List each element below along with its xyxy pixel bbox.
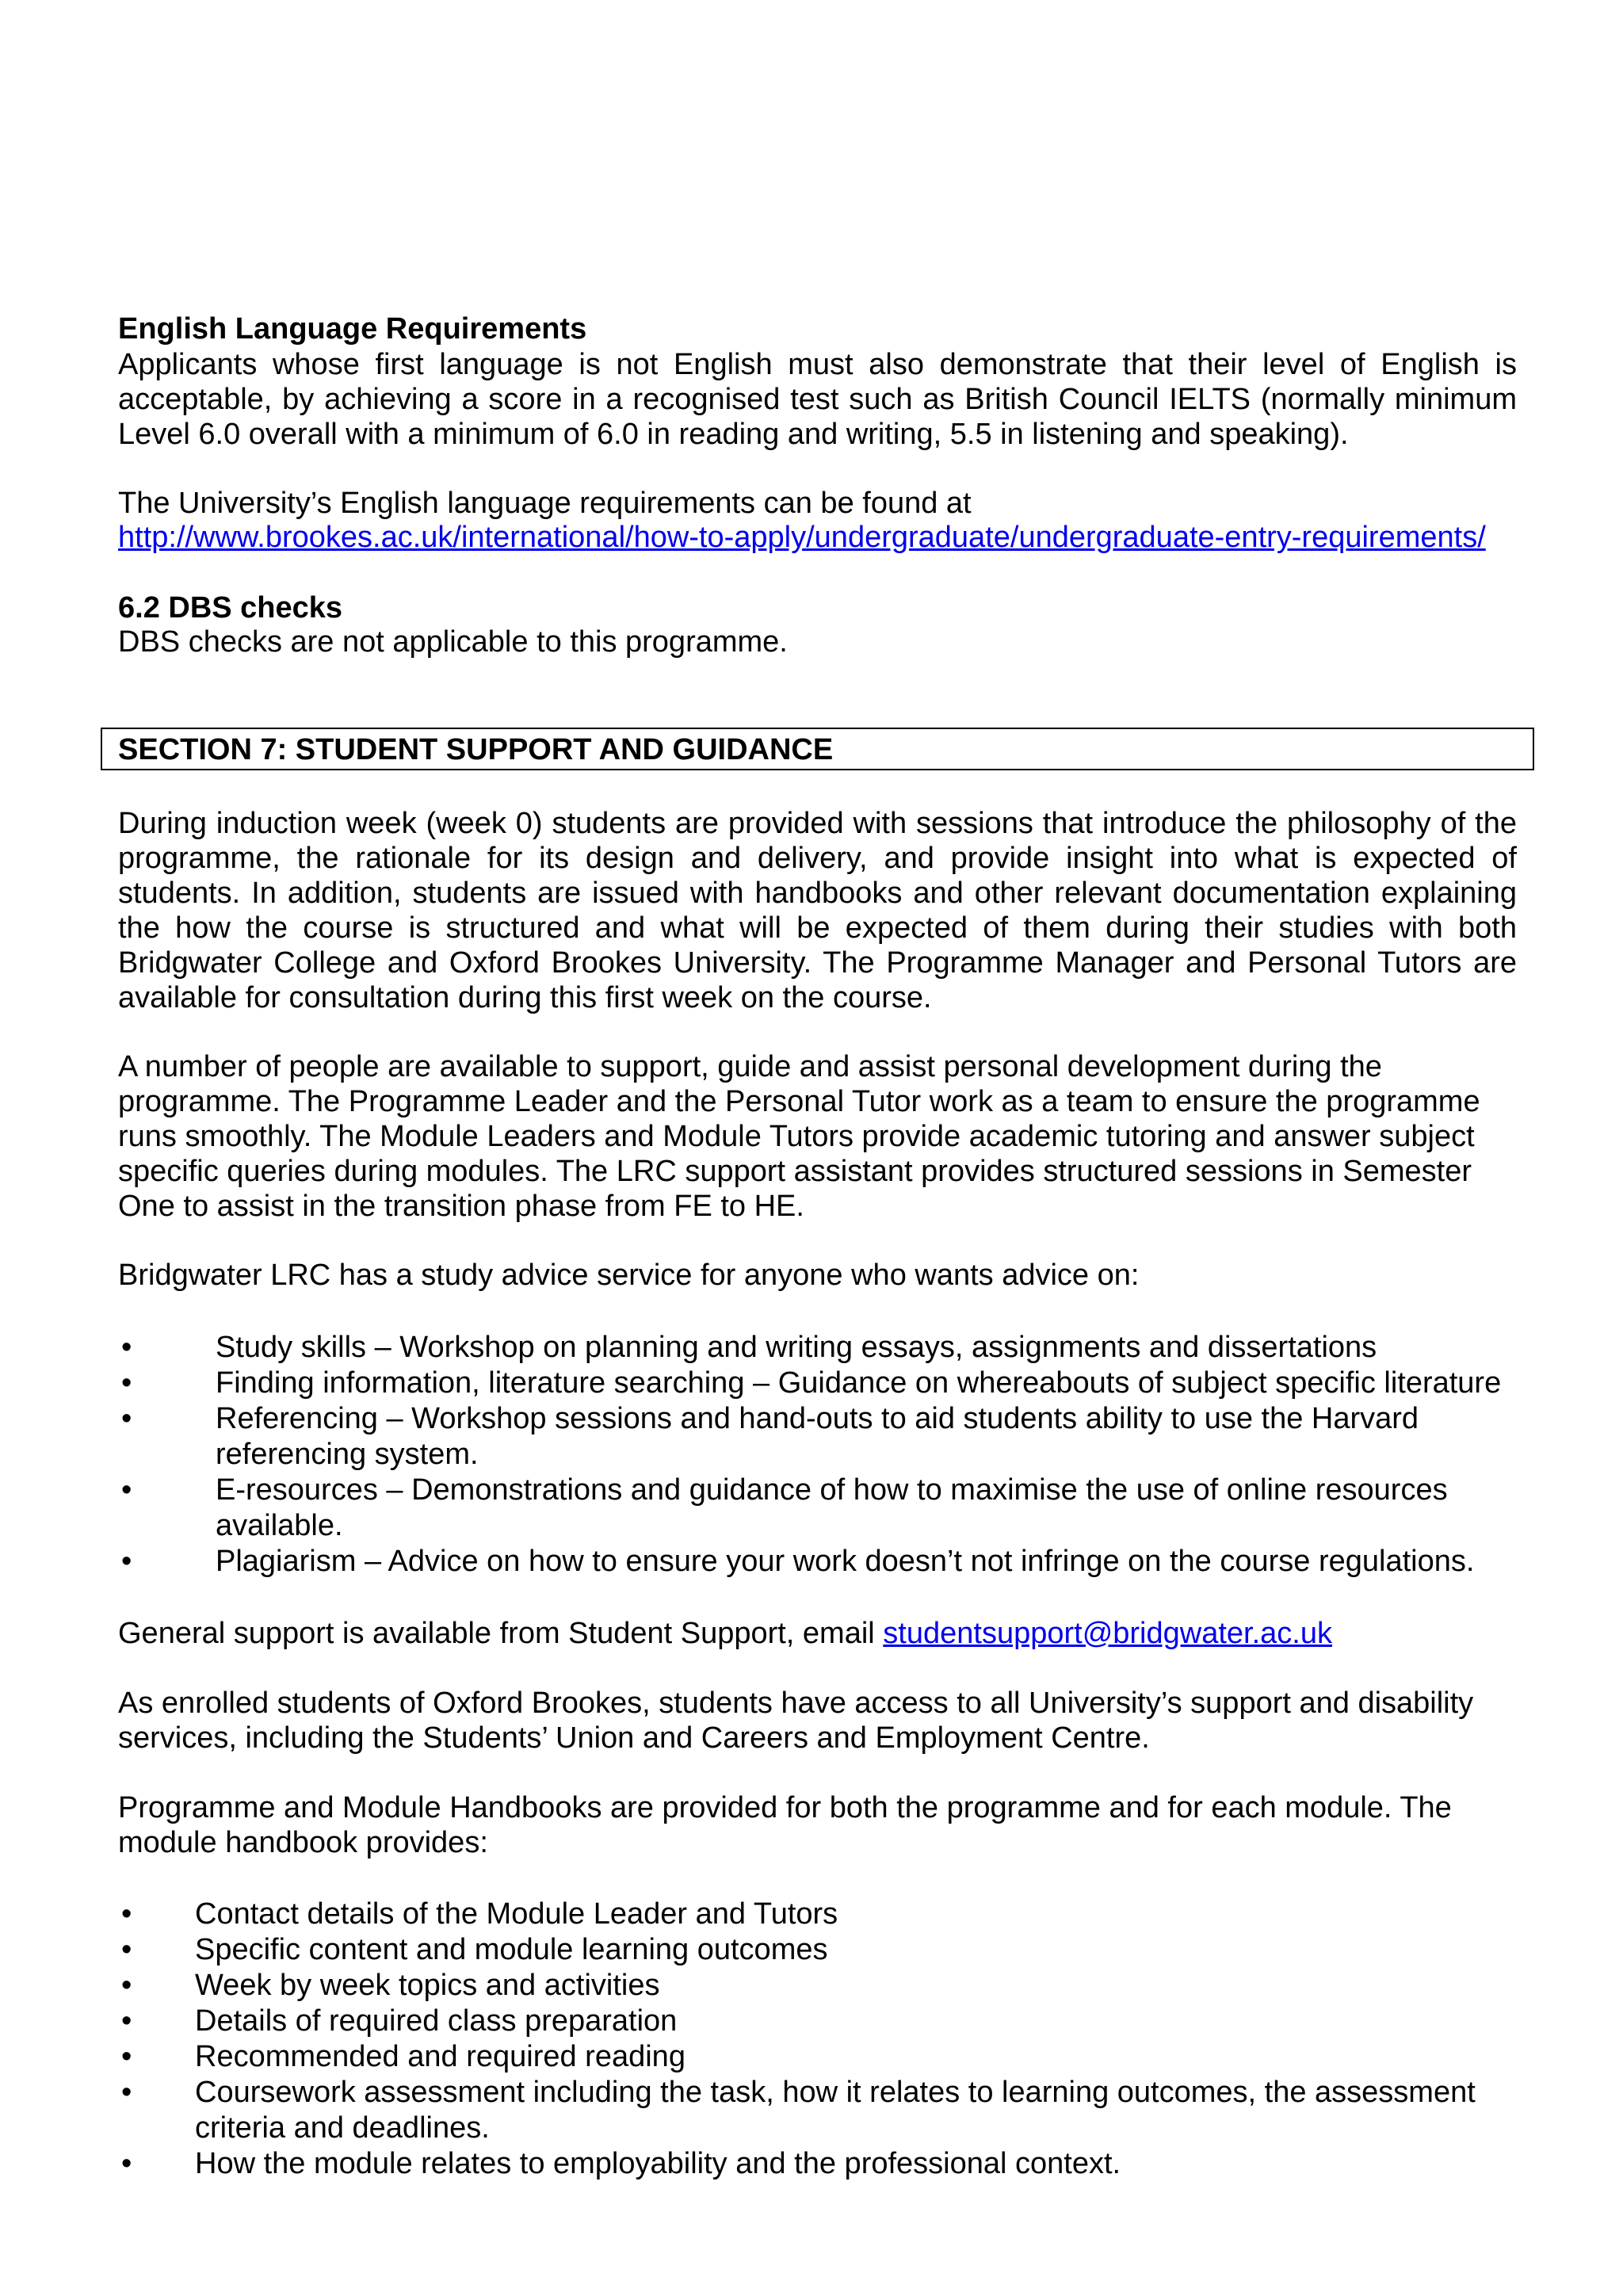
dbs-heading: 6.2 DBS checks — [118, 591, 343, 625]
list-item — [118, 1544, 1545, 1580]
list-item-text: E-resources – Demonstrations and guidance of how to maximise the use of online resources available. — [216, 1473, 1448, 1542]
bullet-icon: • — [121, 2076, 132, 2109]
list-item — [118, 1932, 1537, 1968]
list-item — [118, 1401, 1545, 1473]
list-item — [118, 2146, 1537, 2182]
english-heading: English Language Requirements — [118, 312, 587, 346]
list-item — [118, 1897, 1537, 1932]
section-7-title-box — [101, 728, 1534, 770]
bullet-icon: • — [121, 1366, 132, 1400]
list-item-text: How the module relates to employability and the professional context. — [195, 2147, 1121, 2180]
english-link-line — [118, 520, 1517, 555]
dbs-body: DBS checks are not applicable to this programme. — [118, 625, 788, 659]
lrc-intro: Bridgwater LRC has a study advice service for anyone who wants advice on: — [118, 1259, 1140, 1292]
list-item-text: Study skills – Workshop on planning and writing essays, assignments and dissertations — [216, 1331, 1377, 1364]
list-item-text: Referencing – Workshop sessions and hand-outs to aid students ability to use the Harvard referencing system. — [216, 1402, 1419, 1471]
list-item-text: Contact details of the Module Leader and Tutors — [195, 1897, 838, 1931]
bullet-icon: • — [121, 1545, 132, 1578]
list-item-text: Details of required class preparation — [195, 2004, 678, 2038]
english-body: Applicants whose first language is not English must also demonstrate that their level of English is acceptable, by achieving a score in a recognised test such as British Council IELTS (normally minimum Level 6.0 overall with a minimum of 6.0 in reading and writing, 5.5 in listening and speaking). — [118, 348, 1517, 451]
handbooks-paragraph: Programme and Module Handbooks are provided for both the programme and for each module. The module handbook provides: — [118, 1791, 1452, 1859]
lrc-advice-list — [118, 1330, 1545, 1580]
list-item — [118, 1473, 1545, 1544]
general-support-text: General support is available from Student Support, email — [118, 1617, 884, 1650]
list-item-text: Week by week topics and activities — [195, 1969, 660, 2002]
bullet-icon: • — [121, 1897, 132, 1931]
list-item — [118, 1968, 1537, 2004]
bullet-icon: • — [121, 1933, 132, 1966]
english-found-at: The University’s English language requirements can be found at — [118, 487, 972, 520]
english-requirements-link[interactable]: http://www.brookes.ac.uk/international/how-to-apply/undergraduate/undergraduate-entry-requirements/ — [118, 521, 1486, 554]
bullet-icon: • — [121, 1331, 132, 1364]
support-people-paragraph: A number of people are available to support, guide and assist personal development during the programme. The Programme Leader and the Personal Tutor work as a team to ensure the programme runs smoothly. The Module Leaders and Module Tutors provide academic tutoring and answer subject specific queries during modules. The LRC support assistant provides structured sessions in Semester One to assist in the transition phase from FE to HE. — [118, 1050, 1480, 1223]
list-item — [118, 2004, 1537, 2039]
handbook-contents-list — [118, 1897, 1537, 2182]
list-item-text: Plagiarism – Advice on how to ensure your work doesn’t not infringe on the course regulations. — [216, 1545, 1475, 1578]
bullet-icon: • — [121, 1402, 132, 1435]
list-item-text: Finding information, literature searching – Guidance on whereabouts of subject specific literature — [216, 1366, 1502, 1400]
list-item-text: Recommended and required reading — [195, 2040, 685, 2073]
list-item-text: Specific content and module learning outcomes — [195, 1933, 828, 1966]
section-7-title: SECTION 7: STUDENT SUPPORT AND GUIDANCE — [118, 733, 834, 766]
general-support — [118, 1616, 1517, 1651]
bullet-icon: • — [121, 1969, 132, 2002]
list-item — [118, 1330, 1545, 1366]
bullet-icon: • — [121, 2147, 132, 2180]
list-item — [118, 2075, 1537, 2146]
list-item — [118, 1366, 1545, 1401]
induction-paragraph: During induction week (week 0) students are provided with sessions that introduce the philosophy of the programme, the rationale for its design and delivery, and provide insight into what is expected of students. In addition, students are issued with handbooks and other relevant documentation explaining the how the course is structured and what will be expected of them during their studies with both Bridgwater College and Oxford Brookes University. The Programme Manager and Personal Tutors are available for consultation during this first week on the course. — [118, 807, 1517, 1014]
bullet-icon: • — [121, 2004, 132, 2038]
list-item-text: Coursework assessment including the task, how it relates to learning outcomes, the assessment criteria and deadlines. — [195, 2076, 1476, 2145]
bullet-icon: • — [121, 2040, 132, 2073]
student-support-email-link[interactable]: studentsupport@bridgwater.ac.uk — [883, 1617, 1332, 1650]
enrolled-paragraph: As enrolled students of Oxford Brookes, students have access to all University’s support and disability services, including the Students’ Union and Careers and Employment Centre. — [118, 1687, 1474, 1755]
bullet-icon: • — [121, 1473, 132, 1507]
list-item — [118, 2039, 1537, 2075]
